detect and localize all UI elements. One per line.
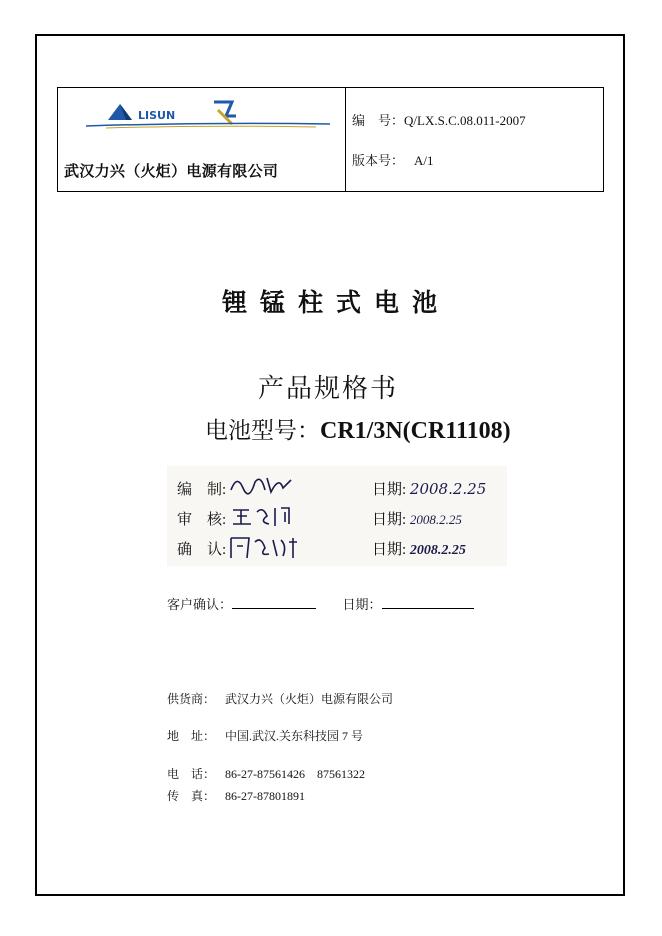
doc-number [352, 110, 526, 129]
customer-date-label: 日期： [342, 597, 382, 612]
review-row [177, 508, 226, 529]
logo-text: LISUN [138, 109, 176, 122]
review-signature [229, 502, 299, 535]
confirm-label: 确 认: [177, 542, 227, 558]
confirm-date: 2008.2.25 [409, 543, 466, 558]
compile-date-label: 日期: [372, 482, 407, 498]
document-title: 锂锰柱式电池 [221, 288, 450, 317]
fax-row [167, 787, 305, 804]
version-value: A/1 [414, 153, 434, 168]
header-company-cell [58, 88, 346, 191]
supplier-value: 武汉力兴（火炬）电源有限公司 [225, 692, 394, 706]
lisun-logo [86, 96, 330, 130]
phone-label: 电 话： [167, 767, 216, 781]
compile-date-row [372, 478, 486, 499]
review-date-row [372, 508, 462, 529]
supplier-row [167, 690, 393, 707]
doc-number-label: 编 号 [352, 113, 392, 128]
document-header [57, 87, 604, 192]
customer-date-blank[interactable] [382, 596, 474, 609]
address-value: 中国.武汉.关东科技园 7 号 [225, 729, 364, 743]
confirm-signature-image [227, 532, 307, 562]
battery-model [205, 412, 511, 445]
compile-label: 编 制: [177, 482, 227, 498]
confirm-date-label: 日期: [372, 542, 407, 558]
review-date: 2008.2.25 [409, 512, 462, 527]
version-number [352, 150, 434, 169]
review-signature-image [229, 502, 299, 530]
supplier-label: 供货商： [167, 692, 216, 706]
company-name: 武汉力兴（火炬）电源有限公司 [64, 162, 279, 180]
fax-label: 传 真： [167, 789, 216, 803]
compile-date: 2008.2.25 [409, 480, 487, 498]
compile-signature-image [227, 470, 297, 498]
model-label: 电池型号： [205, 418, 320, 443]
confirm-row [177, 538, 226, 559]
compile-signature [227, 470, 297, 503]
customer-signature-blank[interactable] [232, 596, 316, 609]
doc-number-value: ：Q/LX.S.C.08.011-2007 [391, 113, 526, 128]
review-date-label: 日期: [372, 512, 407, 528]
compile-row [177, 478, 226, 499]
review-label: 审 核: [177, 512, 227, 528]
header-doc-cell [346, 88, 603, 191]
fax-value: 86-27-87801891 [225, 789, 305, 803]
address-label: 地 址： [167, 729, 216, 743]
model-value: CR1/3N(CR11108) [320, 418, 511, 444]
address-row [167, 727, 363, 744]
confirm-date-row [372, 538, 466, 559]
signoff-block [167, 466, 507, 566]
version-label: 版本号： [352, 153, 405, 168]
customer-confirm-label: 客户确认： [167, 597, 233, 612]
phone-row [167, 765, 365, 782]
customer-confirmation [167, 594, 474, 613]
confirm-signature [227, 532, 307, 567]
document-subtitle: 产品规格书 [258, 374, 399, 403]
phone-value: 86-27-87561426 87561322 [225, 767, 365, 781]
